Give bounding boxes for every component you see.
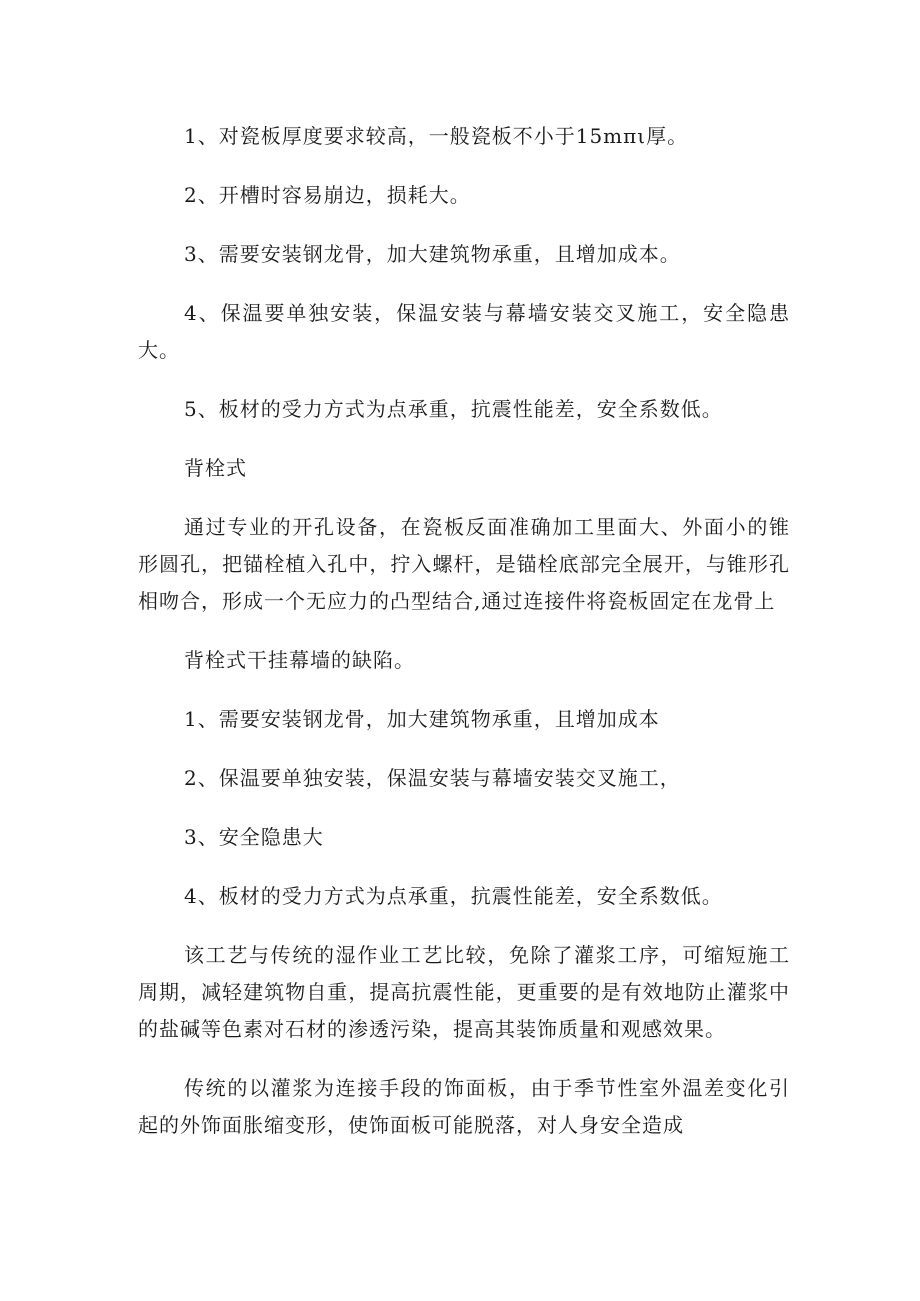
paragraph-5: 5、板材的受力方式为点承重，抗震性能差，安全系数低。 bbox=[184, 397, 723, 421]
paragraph-back-bolt-description: 通过专业的开孔设备，在瓷板反面准确加工里面大、外面小的锥形圆孔，把锚栓植入孔中，拧入螺杆，是锚栓底部完全展开，与锥形孔相吻合，形成一个无应力的凸型结合,通过连接件将瓷板固定在龙骨上 bbox=[138, 515, 790, 613]
paragraph-defect-2: 2、保温要单独安装，保温安装与幕墙安装交叉施工， bbox=[184, 766, 681, 790]
paragraph-defect-1: 1、需要安装钢龙骨，加大建筑物承重，且增加成本 bbox=[184, 707, 660, 731]
paragraph-defect-4: 4、板材的受力方式为点承重，抗震性能差，安全系数低。 bbox=[184, 884, 723, 908]
paragraph-comparison: 该工艺与传统的湿作业工艺比较，免除了灌浆工序，可缩短施工周期，减轻建筑物自重，提高抗震性能，更重要的是有效地防止灌浆中的盐碱等色素对石材的渗透污染，提高其装饰质量和观感效果。 bbox=[138, 943, 790, 1041]
paragraph-1: 1、对瓷板厚度要求较高，一般瓷板不小于15mπι厚。 bbox=[184, 124, 689, 148]
paragraph-4: 4、保温要单独安装，保温安装与幕墙安装交叉施工，安全隐患大。 bbox=[138, 301, 790, 362]
paragraph-defects-heading: 背栓式干挂幕墙的缺陷。 bbox=[184, 648, 415, 672]
document-body bbox=[138, 118, 790, 1144]
paragraph-traditional: 传统的以灌浆为连接手段的饰面板，由于季节性室外温差变化引起的外饰面胀缩变形，使饰面板可能脱落，对人身安全造成 bbox=[138, 1076, 790, 1137]
section-heading-back-bolt: 背栓式 bbox=[184, 456, 247, 480]
paragraph-defect-3: 3、安全隐患大 bbox=[184, 825, 324, 849]
paragraph-2: 2、开槽时容易崩边，损耗大。 bbox=[184, 183, 471, 207]
paragraph-3: 3、需要安装钢龙骨，加大建筑物承重，且增加成本。 bbox=[184, 242, 681, 266]
